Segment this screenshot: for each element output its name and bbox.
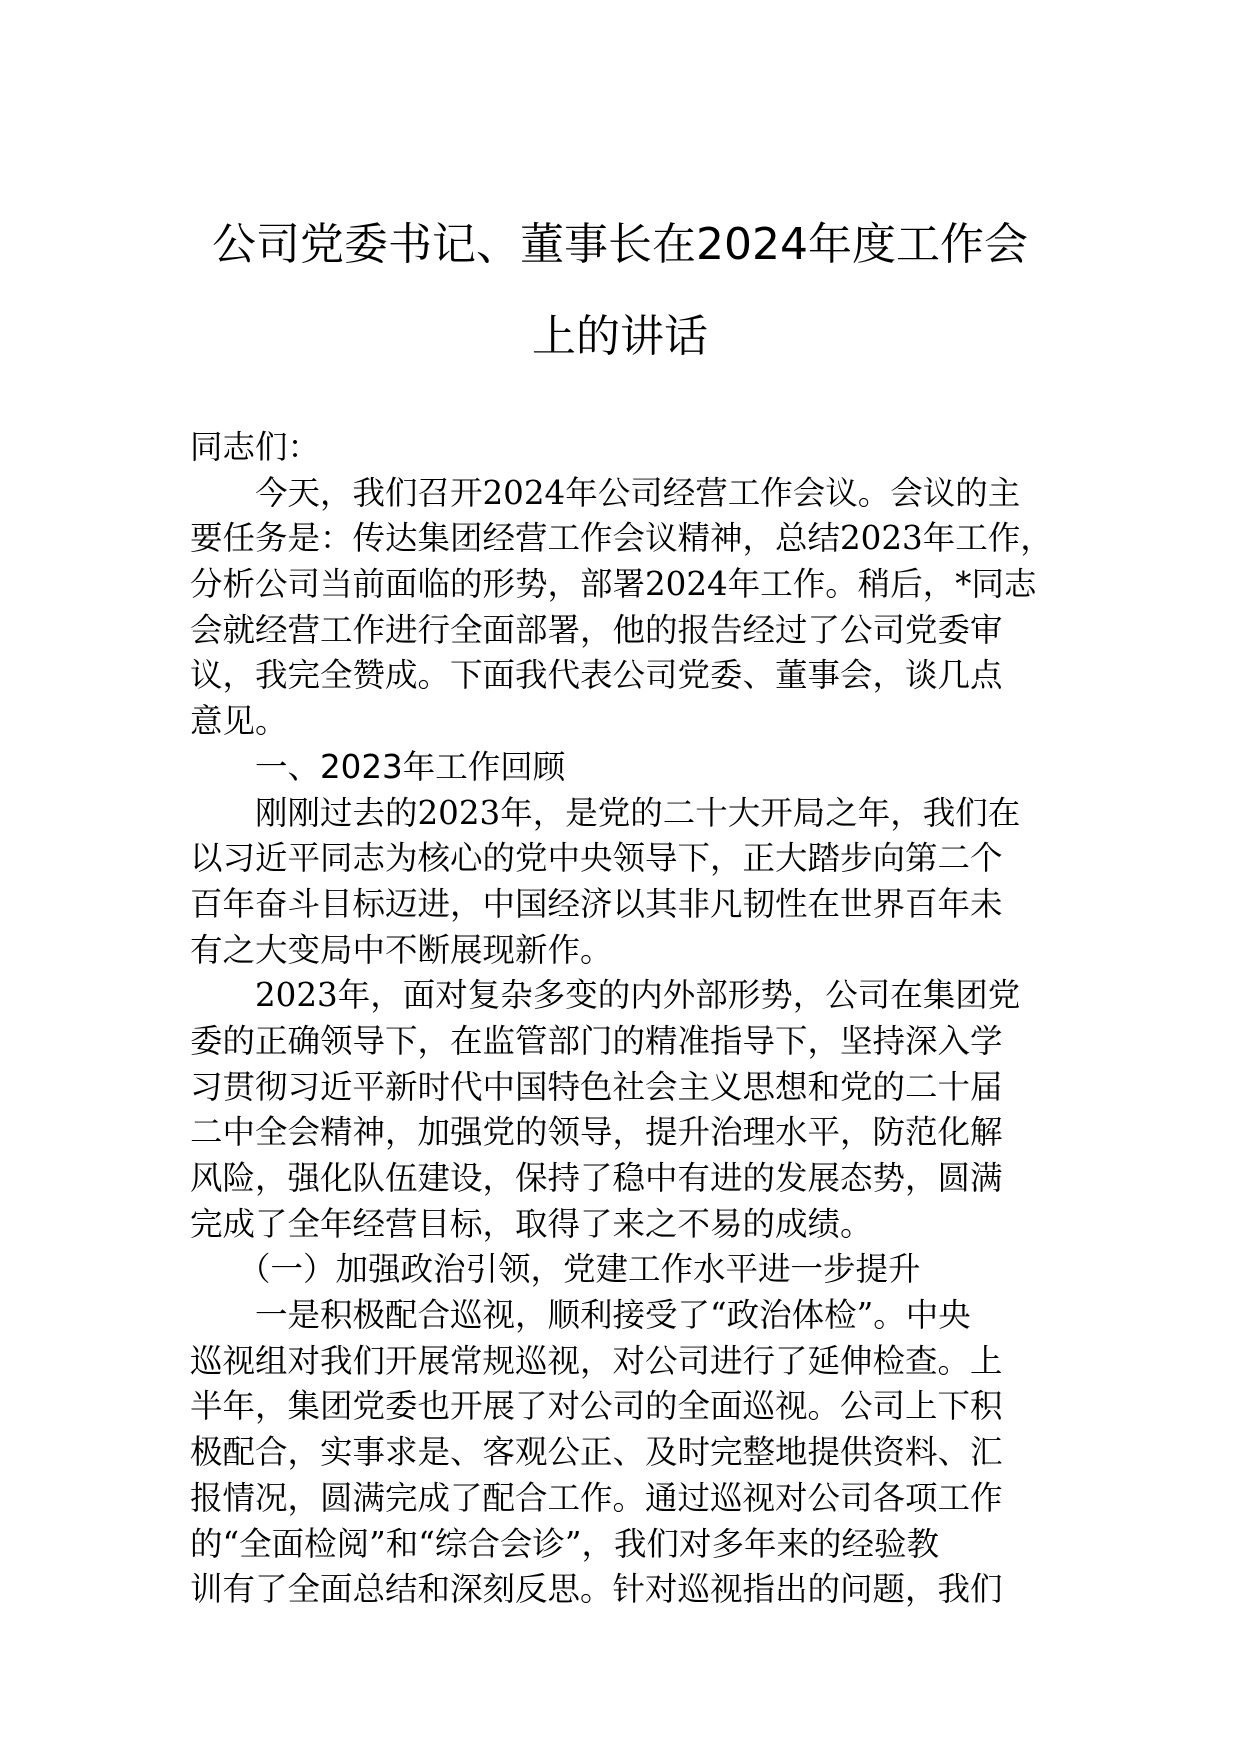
paragraph-line: 巡视组对我们开展常规巡视，对公司进行了延伸检查。上 — [190, 1341, 1003, 1380]
subsection-heading: （一）加强政治引领，党建工作水平进一步提升 — [238, 1250, 921, 1289]
document-body — [190, 425, 1053, 1613]
salutation: 同志们： — [190, 428, 321, 466]
document-title-line-2: 上的讲话 — [532, 311, 708, 362]
paragraph-line: 2023年，面对复杂多变的内外部形势，公司在集团党 — [255, 976, 1021, 1015]
paragraph-line: 二中全会精神，加强党的领导，提升治理水平，防范化解 — [190, 1113, 1003, 1152]
paragraph-line: 一是积极配合巡视，顺利接受了“政治体检”。中央 — [255, 1296, 971, 1335]
paragraph-line: 分析公司当前面临的形势，部署2024年工作。稍后，*同志 — [190, 565, 1037, 604]
document-title-line-1: 公司党委书记、董事长在2024年度工作会 — [212, 219, 1028, 270]
paragraph-line: 完成了全年经营目标，取得了来之不易的成绩。 — [190, 1204, 873, 1243]
paragraph-line: 会就经营工作进行全面部署，他的报告经过了公司党委审 — [190, 610, 1003, 649]
paragraph-line: 议，我完全赞成。下面我代表公司党委、董事会，谈几点 — [190, 656, 1003, 695]
paragraph-line: 半年，集团党委也开展了对公司的全面巡视。公司上下积 — [190, 1387, 1003, 1426]
section-heading: 一、2023年工作回顾 — [255, 747, 566, 786]
paragraph-line: 意见。 — [190, 702, 288, 741]
paragraph-line: 要任务是：传达集团经营工作会议精神，总结2023年工作， — [190, 519, 1053, 558]
paragraph-line: 的“全面检阅”和“综合会诊”，我们对多年来的经验教 — [190, 1524, 939, 1563]
paragraph-line: 报情况，圆满完成了配合工作。通过巡视对公司各项工作 — [190, 1478, 1003, 1517]
paragraph-line: 极配合，实事求是、客观公正、及时完整地提供资料、汇 — [190, 1433, 1003, 1472]
paragraph-line: 刚刚过去的2023年，是党的二十大开局之年，我们在 — [255, 793, 1021, 832]
paragraph-line: 委的正确领导下，在监管部门的精准指导下，坚持深入学 — [190, 1021, 1003, 1060]
paragraph-line: 百年奋斗目标迈进，中国经济以其非凡韧性在世界百年未 — [190, 884, 1003, 923]
paragraph-line: 风险，强化队伍建设，保持了稳中有进的发展态势，圆满 — [190, 1159, 1003, 1197]
paragraph-line: 习贯彻习近平新时代中国特色社会主义思想和党的二十届 — [190, 1067, 1003, 1106]
paragraph-line: 训有了全面总结和深刻反思。针对巡视指出的问题，我们 — [190, 1570, 1003, 1609]
paragraph-line: 今天，我们召开2024年公司经营工作会议。会议的主 — [255, 473, 1021, 512]
paragraph-line: 以习近平同志为核心的党中央领导下，正大踏步向第二个 — [190, 839, 1003, 878]
paragraph-line: 有之大变局中不断展现新作。 — [190, 930, 613, 969]
